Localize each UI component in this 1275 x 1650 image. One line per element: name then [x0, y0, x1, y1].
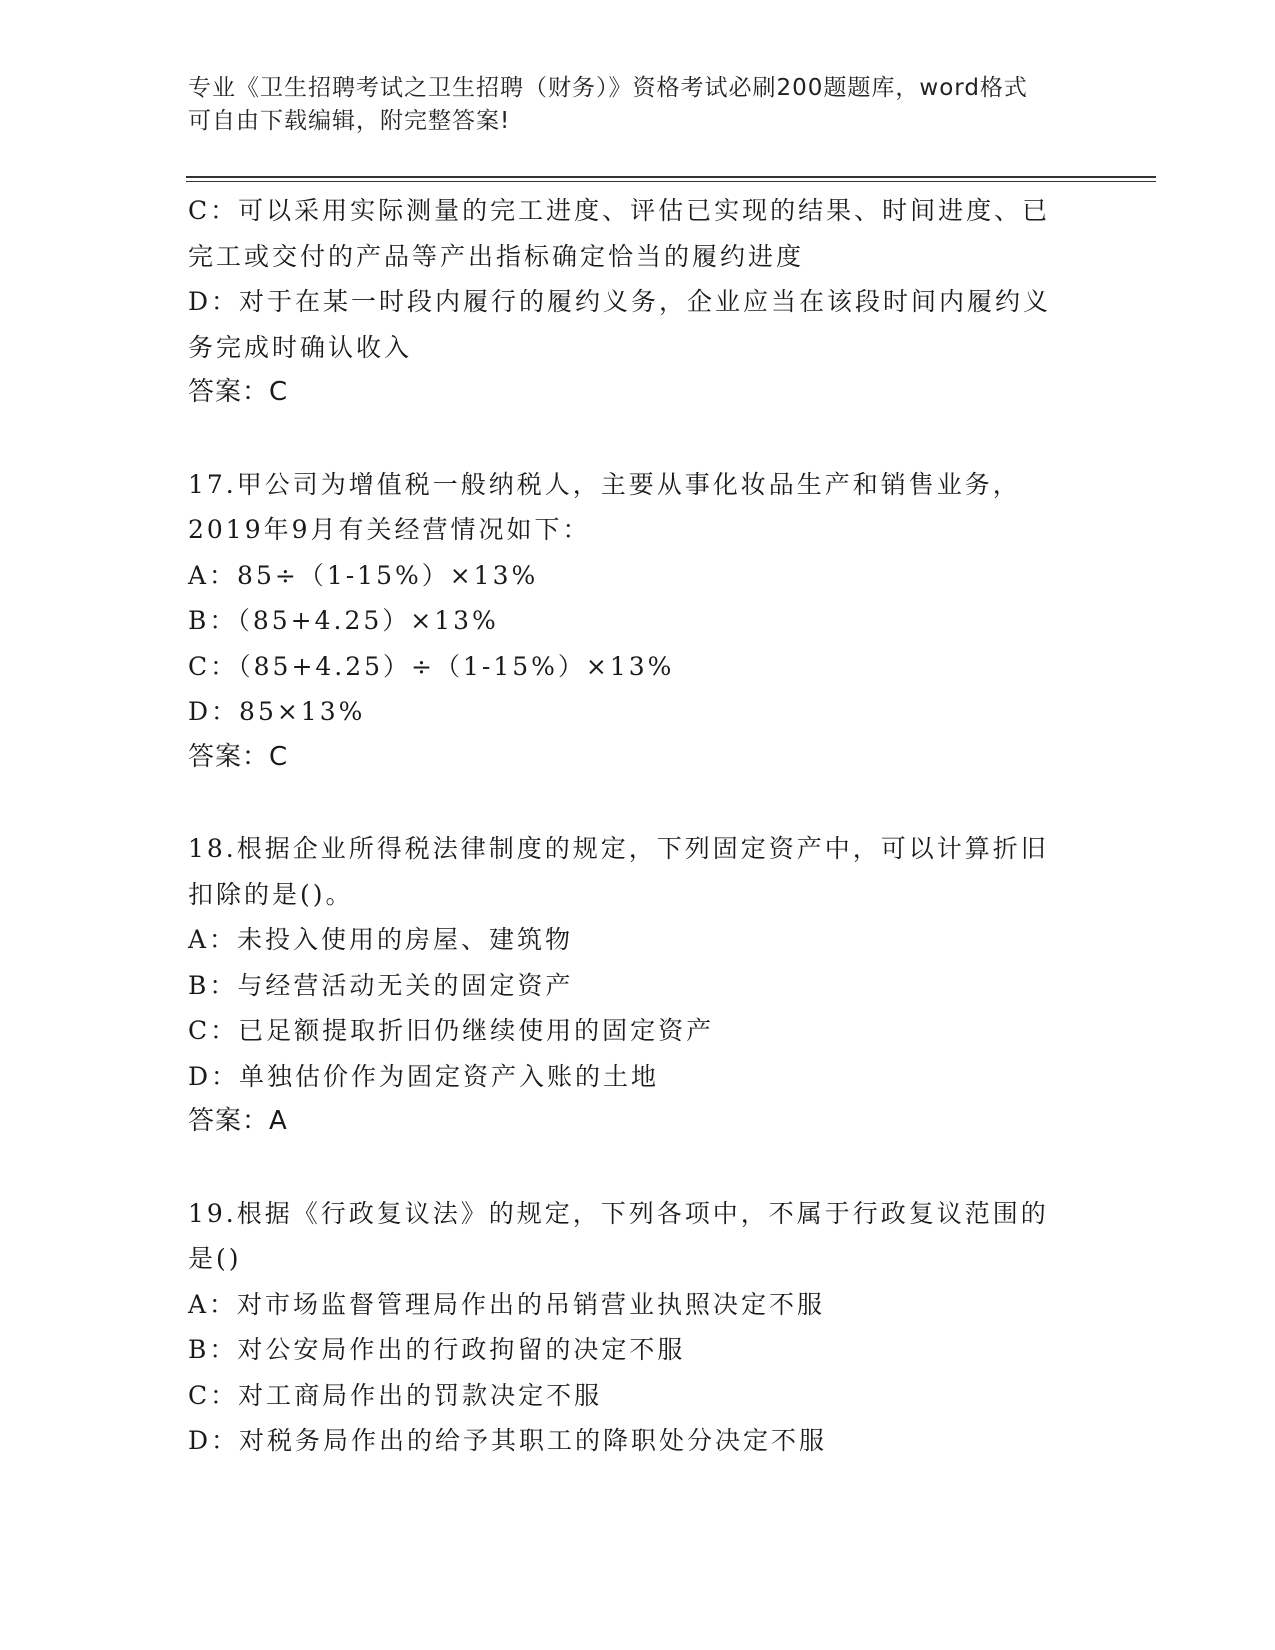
spacer: [188, 1145, 1088, 1191]
header-divider-thick: [186, 176, 1156, 178]
question-stem-line-1: 17.甲公司为增值税一般纳税人，主要从事化妆品生产和销售业务，: [188, 469, 1021, 499]
question-17: [188, 462, 1088, 781]
option-b: B：对公安局作出的行政拘留的决定不服: [188, 1335, 686, 1364]
option-c-line-2: 完工或交付的产品等产出指标确定恰当的履约进度: [188, 241, 805, 271]
option-d: D：单独估价作为固定资产入账的土地: [188, 1061, 660, 1091]
answer: 答案：A: [188, 1106, 288, 1136]
option-c: C：（85+4.25）÷（1-15%）×13%: [188, 651, 675, 681]
option-b: B：（85+4.25）×13%: [188, 606, 499, 635]
option-b: B：与经营活动无关的固定资产: [188, 970, 574, 1000]
option-a: A：对市场监督管理局作出的吊销营业执照决定不服: [188, 1289, 826, 1319]
header-line-2: 可自由下载编辑，附完整答案!: [188, 108, 511, 134]
question-stem-line-2: 扣除的是()。: [188, 879, 354, 909]
option-c: C：已足额提取折旧仍继续使用的固定资产: [188, 1016, 715, 1045]
answer: 答案：C: [188, 377, 289, 407]
question-19: [188, 1191, 1088, 1464]
question-list: [188, 188, 1088, 1464]
option-c: C：对工商局作出的罚款决定不服: [188, 1380, 603, 1410]
answer: 答案：C: [188, 741, 289, 772]
spacer: [188, 780, 1088, 826]
option-d: D：85×13%: [188, 697, 366, 726]
option-a: A：未投入使用的房屋、建筑物: [188, 925, 574, 954]
option-c-line-1: C：可以采用实际测量的完工进度、评估已实现的结果、时间进度、已: [188, 196, 1051, 225]
question-stem-line-2: 2019年9月有关经营情况如下：: [188, 515, 591, 544]
question-16: [188, 188, 1088, 416]
option-d-line-1: D：对于在某一时段内履行的履约义务，企业应当在该段时间内履约义: [188, 287, 1052, 316]
document-header: [188, 72, 1088, 138]
option-d-line-2: 务完成时确认收入: [188, 332, 413, 362]
header-line-1: 专业《卫生招聘考试之卫生招聘（财务）》资格考试必刷200题题库，word格式: [188, 75, 1028, 101]
question-stem-line-1: 19.根据《行政复议法》的规定，下列各项中，不属于行政复议范围的: [188, 1198, 1049, 1228]
option-d: D：对税务局作出的给予其职工的降职处分决定不服: [188, 1426, 828, 1455]
option-a: A：85÷（1-15%）×13%: [188, 560, 539, 590]
header-divider-thin: [186, 181, 1156, 182]
question-18: [188, 826, 1088, 1145]
question-stem-line-1: 18.根据企业所得税法律制度的规定，下列固定资产中，可以计算折旧: [188, 834, 1049, 863]
spacer: [188, 416, 1088, 462]
question-stem-line-2: 是(): [188, 1244, 242, 1273]
